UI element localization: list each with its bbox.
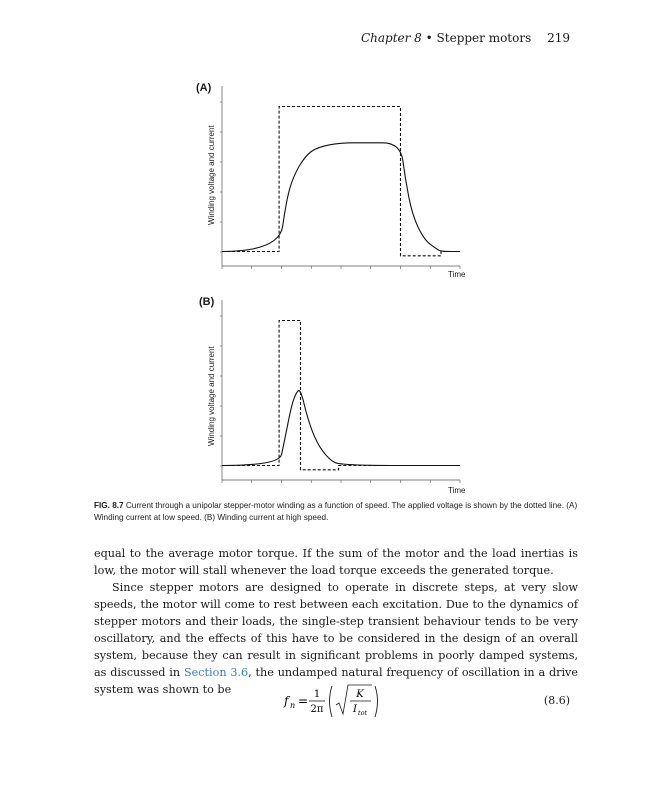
panel-a-voltage-line — [222, 107, 460, 256]
eq-lhs-subscript: n — [290, 701, 296, 710]
eq-right-paren — [375, 686, 378, 717]
paragraph-1: equal to the average motor torque. If the sum of the motor and the load inertias is low, the motor will stall whenever the load torque exceeds the generated torque. — [94, 547, 578, 577]
figure-caption — [94, 500, 580, 524]
panel-b-voltage-line — [222, 321, 460, 470]
eq-denominator: 2π — [310, 704, 324, 715]
eq-inner-numerator: K — [356, 689, 364, 700]
eq-inner-subscript: tot — [358, 709, 368, 717]
paragraph-2-text-a: Since stepper motors are designed to operate in discrete steps, at very slow speeds, the motor will come to rest between each excitation. Due to the dynamics of stepper motors and their loads, the single-step transient behaviour tends to be very oscillatory, and the effects of this have to be considered in the design of an overall system, because they can result in significant problems in poorly damped systems, as discussed in — [94, 581, 578, 679]
caption-text: Current through a unipolar stepper-motor winding as a function of speed. The applied voltage is shown by the dotted line. (A) Winding current at low speed. (B) Winding current at high speed. — [94, 501, 578, 522]
eq-left-paren — [330, 686, 333, 717]
caption-prefix: FIG. 8.7 — [94, 501, 124, 510]
panel-a-chart — [220, 86, 480, 276]
chapter-title: Stepper motors — [436, 31, 532, 45]
panel-b-y-axis-label: Winding voltage and current — [207, 346, 216, 446]
panel-a-x-axis-label: Time — [448, 270, 466, 279]
panel-a-current-curve — [222, 143, 460, 252]
eq-lhs: f — [284, 694, 289, 708]
panel-b-label: (B) — [199, 296, 215, 308]
header-bullet: • — [425, 31, 433, 45]
section-link[interactable]: Section 3.6 — [183, 666, 249, 679]
eq-inner-denominator: I — [353, 704, 357, 715]
panel-b-current-curve — [222, 391, 460, 466]
page-number: 219 — [547, 31, 570, 45]
eq-numerator: 1 — [313, 689, 321, 700]
body-text — [94, 545, 578, 698]
panel-a-label: (A) — [196, 82, 212, 94]
paragraph-2-text-b: , the undamped natural frequency of oscillation in a drive system was shown to be — [94, 666, 578, 696]
equation-number: (8.6) — [543, 694, 570, 707]
panel-b-chart — [220, 300, 480, 490]
panel-a-y-axis-label: Winding voltage and current — [207, 125, 216, 225]
running-header — [361, 31, 570, 45]
chapter-label: Chapter 8 — [360, 31, 422, 45]
panel-b-x-axis-label: Time — [448, 486, 466, 495]
equation-8-6 — [284, 680, 394, 722]
eq-equals: = — [298, 694, 309, 708]
